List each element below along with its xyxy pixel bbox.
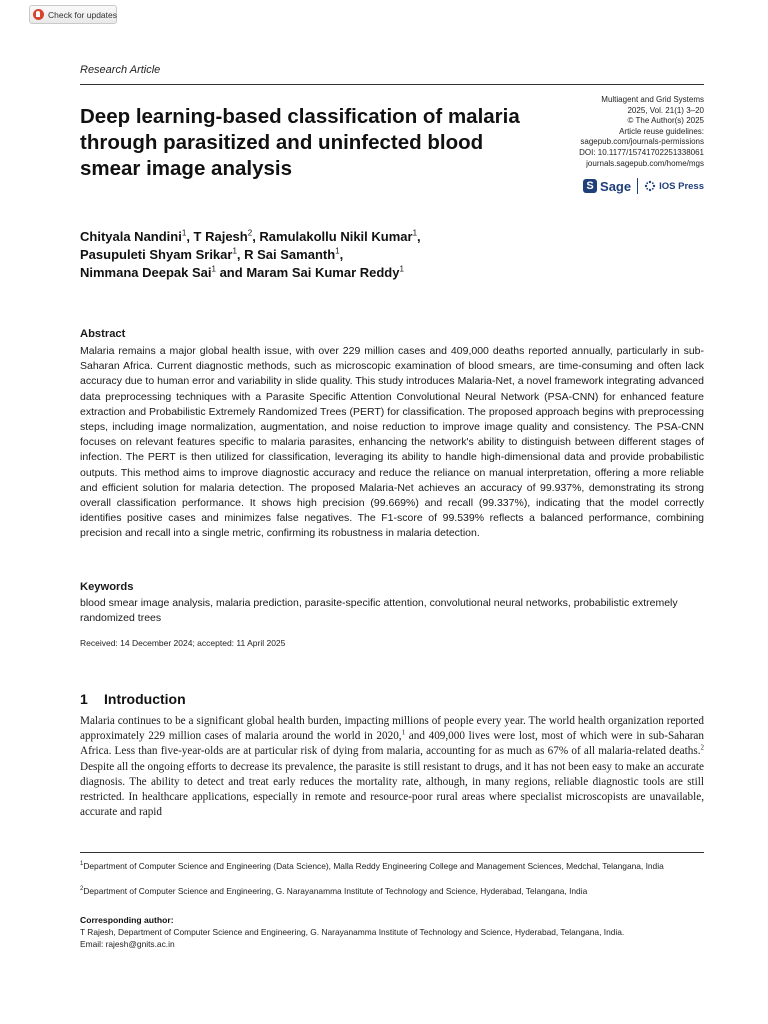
doi[interactable]: DOI: 10.1177/15741702251338061 xyxy=(579,147,704,157)
article-type: Research Article xyxy=(80,64,161,76)
author: Nimmana Deepak Sai xyxy=(80,265,212,280)
author-affiliation: 1 xyxy=(412,228,418,238)
footnote-mark: 2 xyxy=(80,886,84,893)
check-updates-icon xyxy=(33,9,44,20)
corresponding-author-details: T Rajesh, Department of Computer Science and Engineering, G. Narayanamma Institute of Technology and Science, Hyderabad, Telangana, India. xyxy=(80,927,625,937)
paper-title: Deep learning-based classification of malaria through parasitized and uninfected blood smear image analysis xyxy=(80,105,520,180)
author-affiliation: 1 xyxy=(335,246,340,256)
footnote-divider xyxy=(80,852,704,853)
author-separator: , xyxy=(236,247,245,262)
intro-text: and 409,000 lives were lost, most of which were in sub-Saharan Africa. Less than five-year-olds are at particular risk of dying from malaria, accounting for as much as 67% of all malaria-related deaths. xyxy=(80,730,704,758)
author: T Rajesh xyxy=(193,229,248,244)
corresponding-author-email[interactable]: Email: rajesh@gnits.ac.in xyxy=(80,938,175,949)
author: Ramulakollu Nikil Kumar xyxy=(259,229,413,244)
sage-label: Sage xyxy=(600,178,632,194)
copyright: © The Author(s) 2025 xyxy=(627,116,704,126)
author-affiliation: 2 xyxy=(247,228,253,238)
author-affiliation: 1 xyxy=(211,264,216,274)
keywords-heading: Keywords xyxy=(80,581,134,593)
journal-meta xyxy=(484,95,704,169)
check-for-updates-label: Check for updates xyxy=(48,9,117,20)
author: R Sai Samanth xyxy=(244,247,336,262)
corresponding-author xyxy=(80,927,704,950)
intro-text: Malaria continues to be a significant global health burden, impacting millions of people every year. The world health organization reported approximately 229 million cases of malaria around the world in 2020, xyxy=(80,715,704,743)
ios-press-dots-icon xyxy=(644,180,656,192)
author-affiliation: 1 xyxy=(399,264,404,274)
introduction-paragraph xyxy=(80,714,704,820)
author-separator: , xyxy=(339,247,344,262)
author: Pasupuleti Shyam Srikar xyxy=(80,247,233,262)
journal-home-link[interactable]: journals.sagepub.com/home/mgs xyxy=(586,158,704,168)
citation-ref[interactable]: 1 xyxy=(401,728,406,737)
received-accepted-dates: Received: 14 December 2024; accepted: 11 April 2025 xyxy=(80,638,286,648)
author-list xyxy=(80,228,540,282)
check-for-updates-button[interactable] xyxy=(29,5,117,24)
author-separator: , xyxy=(252,229,260,244)
abstract-heading: Abstract xyxy=(80,328,126,340)
intro-text: Despite all the ongoing efforts to decrease its prevalence, the parasite is still resistant to drugs, and it has not been easy to make an accurate diagnosis. The ability to detect and treat early reduces the mortality rate, although, in many regions, reliable diagnostic tools are still restricted. In healthcare applications, especially in remote and resource-poor rural areas where specialist microscopists are unavailable, accurate and rapid xyxy=(80,760,704,819)
sage-logo xyxy=(583,179,631,194)
author-separator: and xyxy=(215,265,247,280)
sage-mark-icon: S xyxy=(583,179,597,193)
author-affiliation: 1 xyxy=(181,228,187,238)
footnote xyxy=(80,861,704,872)
section-title: Introduction xyxy=(104,691,186,707)
reuse-guidelines: Article reuse guidelines: xyxy=(619,126,704,136)
author-separator: , xyxy=(417,229,421,244)
footnote-mark: 1 xyxy=(80,861,84,868)
journal-volume: 2025, Vol. 21(1) 3–20 xyxy=(627,105,704,115)
publisher-logos xyxy=(583,176,704,196)
corresponding-author-heading: Corresponding author: xyxy=(80,915,174,925)
header-divider xyxy=(80,84,704,85)
journal-name: Multiagent and Grid Systems xyxy=(601,95,704,104)
section-number: 1 xyxy=(80,691,88,707)
author: Maram Sai Kumar Reddy xyxy=(246,265,400,280)
reuse-link[interactable]: sagepub.com/journals-permissions xyxy=(580,137,704,147)
footnote-text: Department of Computer Science and Engineering, G. Narayanamma Institute of Technology and Science, Hyderabad, Telangana, India xyxy=(83,886,588,896)
author-separator: , xyxy=(186,229,194,244)
citation-ref[interactable]: 2 xyxy=(700,743,704,752)
ios-press-logo xyxy=(644,180,704,192)
footnote-text: Department of Computer Science and Engineering (Data Science), Malla Reddy Engineering College and Management Sciences, Medchal, Telangana, India xyxy=(83,861,664,871)
abstract-text: Malaria remains a major global health issue, with over 229 million cases and 409,000 deaths reported annually, particularly in sub-Saharan Africa. Current diagnostic methods, such as microscopic examination of blood smears, are time-consuming and often lack accuracy due to human error and variability in slide quality. This study introduces Malaria-Net, a novel framework integrating advanced data preprocessing techniques with a Parasite Specific Attention Convolutional Neural Network (PSA-CNN) for enhanced feature extraction and Probabilistic Extremely Randomized Trees (PERT) for classification. The proposed approach begins with preprocessing steps, including image normalization, augmentation, and noise reduction to improve image quality and consistency. The PSA-CNN focuses on relevant features specific to malaria parasites, enhancing the network's ability to distinguish between different stages of infection. The PERT is then utilized for classification, leveraging its ability to handle high-dimensional data and provide probabilistic outputs. This method aims to improve diagnostic accuracy and reduce the reliance on manual interpretation, offering a more reliable and efficient solution for malaria detection. The proposed Malaria-Net achieves an accuracy of 99.937%, demonstrating its strong overall classification performance. It shows high precision (99.669%) and recall (99.337%), indicating that the model correctly identifies positive cases and minimizes false negatives. The F1-score of 99.539% reflects a balanced performance, combining precision and recall into a single metric, confirming its robustness in malaria detection. xyxy=(80,345,704,540)
section-heading xyxy=(80,691,186,707)
footnote xyxy=(80,886,704,897)
author-affiliation: 1 xyxy=(232,246,237,256)
author: Chityala Nandini xyxy=(80,229,182,244)
logo-divider xyxy=(637,178,638,194)
keywords-text: blood smear image analysis, malaria prediction, parasite-specific attention, convolutional neural networks, probabilistic extremely randomized trees xyxy=(80,597,678,624)
ios-press-label: IOS Press xyxy=(659,180,704,192)
